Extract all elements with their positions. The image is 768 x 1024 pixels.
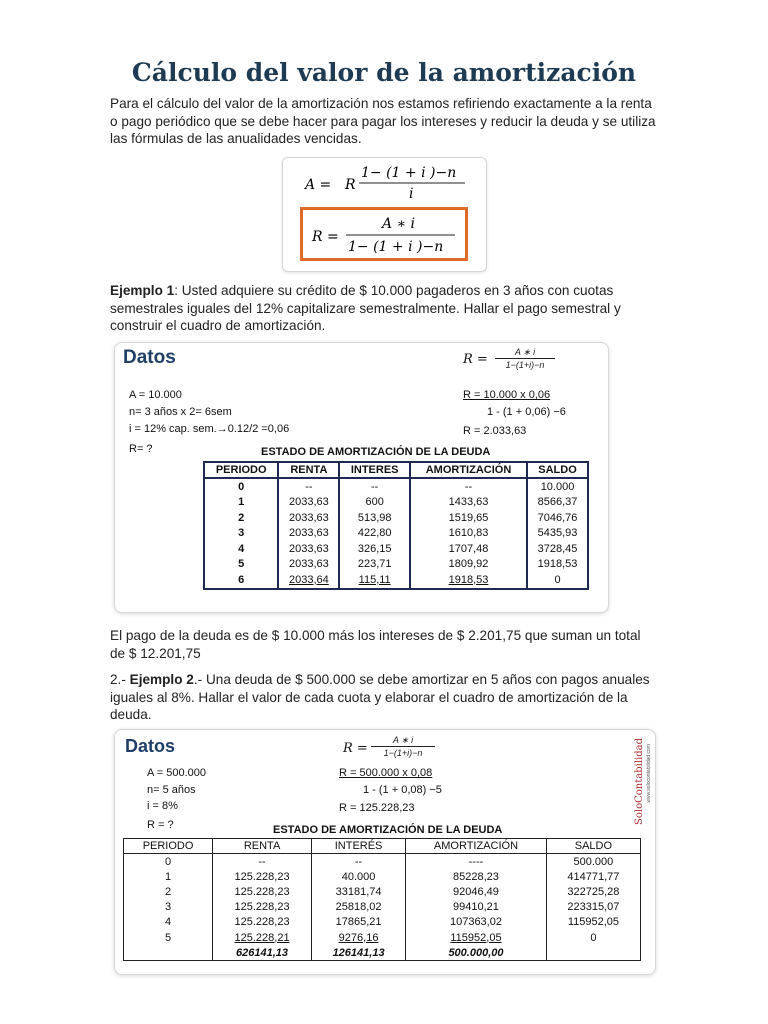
- formula-r-denominator: 1− (1 + i )−n: [348, 239, 444, 255]
- example2-text: .- Una deuda de $ 500.000 se debe amortizar en 5 años con pagos anuales iguales al 8%. Hallar el valor de cada cuota y elaborar el cuadro de amortización de la deuda.: [110, 672, 650, 722]
- example1-text: : Usted adquiere su crédito de $ 10.000 pagaderos en 3 años con cuotas semestrales iguales del 12% capitalizare semestralmente. Hallar el pago semestral y construir el cuadro de amortización.: [110, 283, 621, 333]
- table-cell: 115,11: [339, 572, 410, 589]
- table-cell: 2033,63: [278, 495, 339, 511]
- table-cell: 600: [339, 495, 410, 511]
- header-periodo: PERIODO: [204, 462, 278, 478]
- formula-lhs: R =: [343, 741, 368, 756]
- highlight-box: [300, 207, 468, 261]
- calc-line1: R = 500.000 x 0,08: [339, 767, 433, 779]
- table-cell: 513,98: [339, 510, 410, 526]
- header-renta: RENTA: [213, 839, 312, 854]
- table-header-row: [124, 839, 641, 854]
- table-header-row: [204, 462, 588, 478]
- given-n: n= 3 años x 2= 6sem: [129, 406, 232, 418]
- table-cell: 126141,13: [311, 945, 405, 961]
- table-cell: 1809,92: [410, 557, 527, 573]
- table-row: [204, 526, 588, 542]
- intro-paragraph: Para el cálculo del valor de la amortización nos estamos refiriendo exactamente a la renta o pago periódico que se debe hacer para pagar los intereses y reducir la deuda y se utiliza las fórmulas de las anualidades vencidas.: [110, 96, 656, 146]
- table-cell: 3728,45: [527, 541, 588, 557]
- formula-numerator: A ∗ i: [371, 735, 435, 747]
- table-cell: 92046,49: [406, 884, 547, 899]
- table-row: [124, 869, 641, 884]
- table-row: [204, 478, 588, 495]
- table-cell: 1610,83: [410, 526, 527, 542]
- table-cell: 107363,02: [406, 915, 547, 930]
- table-cell: 0: [546, 930, 640, 945]
- table-cell: 4: [124, 915, 213, 930]
- table-cell: [546, 945, 640, 961]
- formula-image: [282, 157, 487, 272]
- given-i: i = 8%: [147, 800, 178, 812]
- table-cell: 125.228,23: [213, 900, 312, 915]
- table-row: [124, 884, 641, 899]
- table-cell: --: [410, 478, 527, 495]
- table-cell: 17865,21: [311, 915, 405, 930]
- example1-label: Ejemplo 1: [110, 283, 175, 298]
- table-cell: 25818,02: [311, 900, 405, 915]
- header-amortizacion: AMORTIZACIÓN: [410, 462, 527, 478]
- header-periodo: PERIODO: [124, 839, 213, 854]
- header-interes: INTERES: [339, 462, 410, 478]
- table-cell: 0: [527, 572, 588, 589]
- table-cell: 326,15: [339, 541, 410, 557]
- table-cell: 422,80: [339, 526, 410, 542]
- table-cell: 626141,13: [213, 945, 312, 961]
- table-row: [124, 915, 641, 930]
- table-row: [124, 854, 641, 870]
- table-cell: 322725,28: [546, 884, 640, 899]
- table-cell: 115952,05: [546, 915, 640, 930]
- table-cell: 1433,63: [410, 495, 527, 511]
- table-cell: 2033,63: [278, 526, 339, 542]
- table-cell: 2: [204, 510, 278, 526]
- given-a: A = 500.000: [147, 767, 207, 779]
- table-cell: 1918,53: [527, 557, 588, 573]
- totals-row: [124, 945, 641, 961]
- table-cell: 3: [124, 900, 213, 915]
- table-cell: 10.000: [527, 478, 588, 495]
- table-cell: ----: [406, 854, 547, 870]
- table-cell: 33181,74: [311, 884, 405, 899]
- table-cell: 3: [204, 526, 278, 542]
- table-cell: 115952,05: [406, 930, 547, 945]
- table-cell: 4: [204, 541, 278, 557]
- header-renta: RENTA: [278, 462, 339, 478]
- page-title: Cálculo del valor de la amortización: [131, 58, 637, 87]
- table-row: [204, 557, 588, 573]
- table-cell: 500.000: [546, 854, 640, 870]
- table-cell: 2033,63: [278, 557, 339, 573]
- table-cell: --: [213, 854, 312, 870]
- table-cell: 1918,53: [410, 572, 527, 589]
- table-cell: 1: [204, 495, 278, 511]
- table-cell: 125.228,23: [213, 915, 312, 930]
- table-cell: [124, 945, 213, 961]
- table-cell: --: [311, 854, 405, 870]
- formula-denominator: 1−(1+i)−n: [505, 360, 545, 370]
- table-cell: 414771,77: [546, 869, 640, 884]
- table-row: [204, 510, 588, 526]
- table-cell: 40.000: [311, 869, 405, 884]
- table-row: [124, 900, 641, 915]
- table-cell: 1519,65: [410, 510, 527, 526]
- brand-logo: SoloContabilidad: [634, 738, 645, 825]
- table-cell: 2033,64: [278, 572, 339, 589]
- table-row: [204, 541, 588, 557]
- formula-r-numerator: A ∗ i: [382, 216, 416, 232]
- example2-label: Ejemplo 2: [129, 672, 194, 687]
- calc-line2: 1 - (1 + 0,06) −6: [487, 406, 566, 418]
- calc-result: R = 2.033,63: [463, 425, 527, 437]
- table-cell: --: [339, 478, 410, 495]
- table-row: [204, 495, 588, 511]
- brand-url: www.solocontabilidad.com: [646, 744, 652, 803]
- amortization-table: [203, 461, 589, 590]
- table-row: [204, 572, 588, 589]
- formula-denominator: 1−(1+i)−n: [383, 748, 423, 758]
- table-cell: 2033,63: [278, 510, 339, 526]
- given-r: R= ?: [129, 443, 153, 455]
- formula-a-r: R: [345, 177, 356, 193]
- formula-a-lhs: A =: [305, 177, 332, 193]
- table-cell: 0: [124, 854, 213, 870]
- header-interes: INTERÉS: [311, 839, 405, 854]
- table-cell: 125.228,23: [213, 869, 312, 884]
- given-i: i = 12% cap. sem.→0.12/2 =0,06: [129, 423, 290, 435]
- formula-a-denominator: i: [409, 186, 414, 202]
- table-cell: 5435,93: [527, 526, 588, 542]
- summary-paragraph: El pago de la deuda es de $ 10.000 más los intereses de $ 2.201,75 que suman un total de $ 12.201,75: [110, 628, 641, 661]
- example2-paragraph: 2.- Ejemplo 2.- Una deuda de $ 500.000 se debe amortizar en 5 años con pagos anuales iguales al 8%. Hallar el valor de cada cuota y elaborar el cuadro de amortización de la deuda.: [110, 672, 650, 722]
- header-amortizacion: AMORTIZACIÓN: [406, 839, 547, 854]
- formula-r-lhs: R =: [312, 229, 339, 245]
- given-r: R = ?: [147, 819, 174, 831]
- table-cell: 8566,37: [527, 495, 588, 511]
- datos-title: Datos: [125, 736, 176, 756]
- calc-result: R = 125.228,23: [339, 802, 415, 814]
- formula-numerator: A ∗ i: [495, 347, 555, 359]
- table-row: [124, 930, 641, 945]
- table-cell: 5: [124, 930, 213, 945]
- calc-line2: 1 - (1 + 0,08) −5: [363, 784, 442, 796]
- table-title: ESTADO DE AMORTIZACIÓN DE LA DEUDA: [273, 824, 503, 836]
- header-saldo: SALDO: [546, 839, 640, 854]
- table-cell: 223315,07: [546, 900, 640, 915]
- table-cell: 0: [204, 478, 278, 495]
- table-cell: 5: [204, 557, 278, 573]
- table-cell: --: [278, 478, 339, 495]
- table-cell: 223,71: [339, 557, 410, 573]
- amortization-table: [123, 838, 641, 961]
- table-cell: 85228,23: [406, 869, 547, 884]
- table-cell: 2: [124, 884, 213, 899]
- table-cell: 2033,63: [278, 541, 339, 557]
- example1-image: [114, 342, 609, 613]
- table-title: ESTADO DE AMORTIZACIÓN DE LA DEUDA: [261, 446, 491, 458]
- table-cell: 99410,21: [406, 900, 547, 915]
- formula-a-numerator: 1− (1 + i )−n: [361, 165, 457, 181]
- example2-image: [114, 729, 656, 975]
- datos-title: Datos: [123, 347, 176, 368]
- calc-line1: R = 10.000 x 0,06: [463, 389, 551, 401]
- table-cell: 125.228,23: [213, 884, 312, 899]
- formula-lhs: R =: [463, 352, 488, 367]
- header-saldo: SALDO: [527, 462, 588, 478]
- given-n: n= 5 años: [147, 784, 196, 796]
- table-cell: 500.000,00: [406, 945, 547, 961]
- table-cell: 9276,16: [311, 930, 405, 945]
- table-cell: 125.228,21: [213, 930, 312, 945]
- example1-paragraph: [110, 282, 658, 335]
- table-cell: 1707,48: [410, 541, 527, 557]
- given-a: A = 10.000: [129, 389, 182, 401]
- table-cell: 1: [124, 869, 213, 884]
- table-cell: 6: [204, 572, 278, 589]
- table-cell: 7046,76: [527, 510, 588, 526]
